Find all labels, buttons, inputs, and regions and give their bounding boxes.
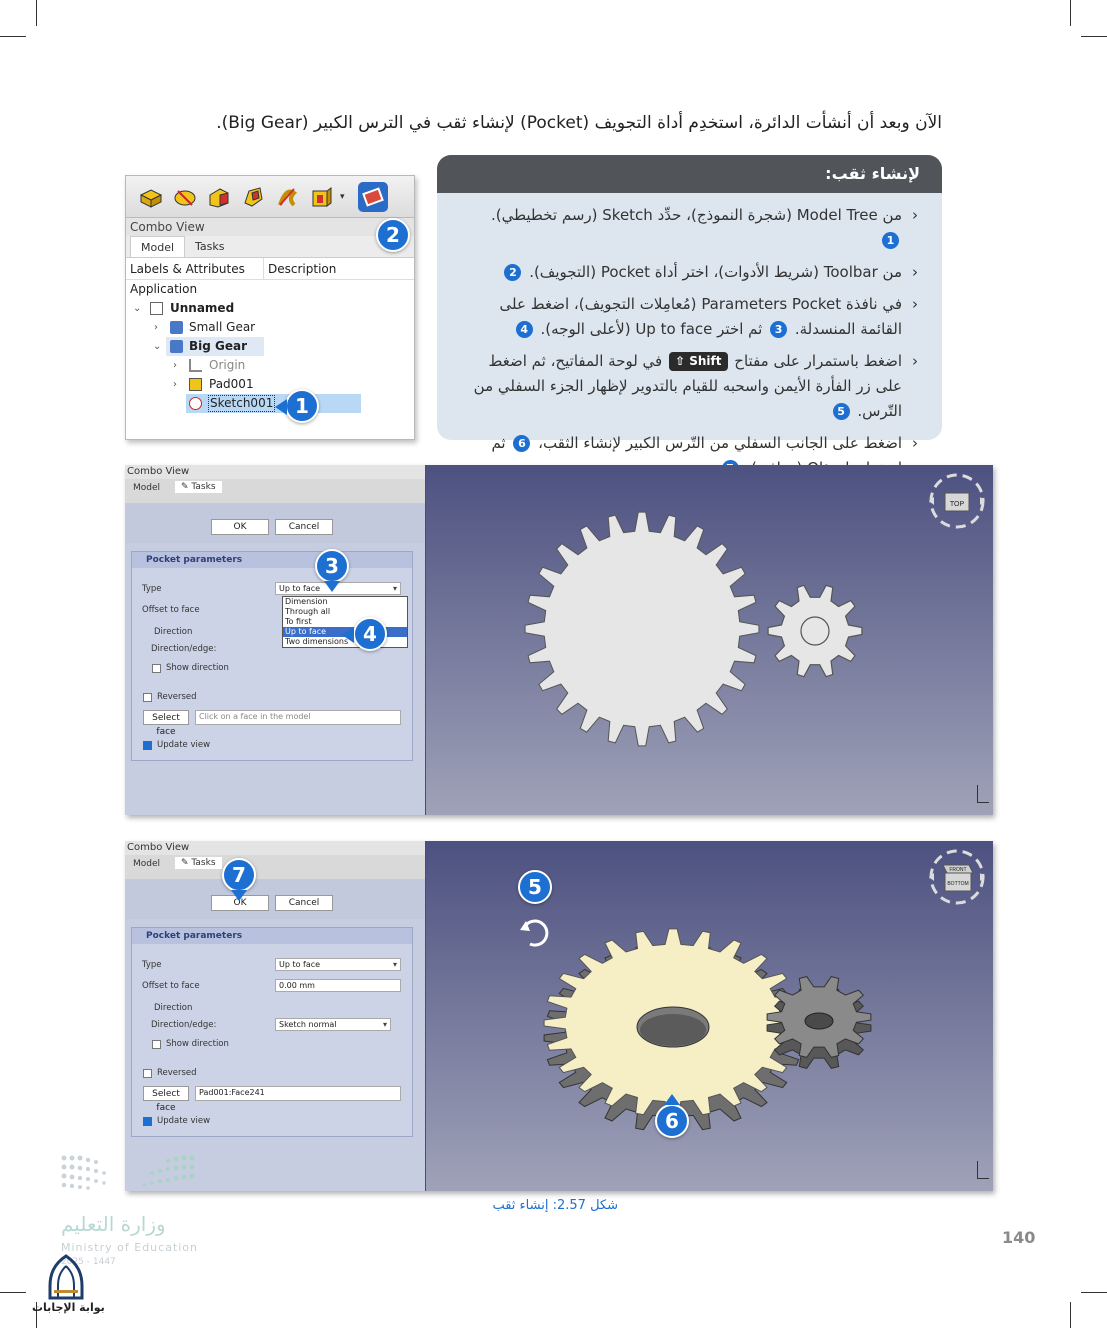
steps-title: لإنشاء ثقب: [437,155,942,193]
pad-icon [189,378,202,391]
callout-badge-3: 3 [315,549,349,583]
pocket-parameters-header[interactable]: Pocket parameters [132,552,412,568]
labels-column-header: Labels & Attributes [126,258,264,279]
cube-top-label: FRONT [949,867,967,873]
crop-mark [0,36,26,37]
show-direction-checkbox[interactable] [152,1040,161,1049]
callout-pointer [275,399,287,415]
reversed-label: Reversed [157,692,197,702]
tree-item-label: Application [130,282,198,296]
callout-badge-6: 6 [655,1104,689,1138]
step-4-text: اضغط باستمرار على مفتاح [734,352,902,370]
revolution-icon[interactable] [170,183,200,211]
tree-item-label: Sketch001 [210,396,274,410]
step-badge-5: 5 [833,403,850,420]
step-4 [467,349,918,424]
additive-loft-icon[interactable] [204,183,234,211]
step-badge-4: 4 [516,321,533,338]
document-icon [150,302,163,315]
freecad-screenshot-1 [125,465,993,815]
step-5-text: اضغط على الجانب السفلي من التّرس الكبير لإنشاء الثقب، [538,434,902,452]
type-label: Type [142,960,162,970]
callout-pointer [231,890,247,901]
step-3-text: في نافذة Parameters Pocket (مُعامِلات التجويف)، اضغط على القائمة المنسدلة. [499,295,902,338]
step-2-text: من Toolbar (شريط الأدوات)، اختر أداة Pocket (التجويف). [529,263,902,281]
callout-badge-4: 4 [353,617,387,651]
crop-mark [1070,0,1071,26]
chevron-right-icon[interactable]: › [173,379,177,390]
step-1-text: من Model Tree (شجرة النموذج)، حدِّد Sketch (رسم تخطيطي). [490,206,902,224]
update-view-label: Update view [157,1116,211,1126]
step-1 [467,203,918,253]
step-5-text-b: ثم [491,434,506,452]
axis-cross-icon [977,1161,989,1179]
tree-item-application[interactable] [126,280,414,299]
steps-box [437,155,942,452]
cube-bottom-label: BOTTOM [947,881,969,887]
crop-mark [0,1292,26,1293]
combo-view-title: Combo View [125,465,425,479]
dropdown-arrow-icon[interactable]: ▾ [340,191,345,202]
direction-edge-label: Direction/edge: [151,644,217,654]
update-view-checkbox[interactable] [143,741,152,750]
reversed-label: Reversed [157,1068,197,1078]
additive-pipe-icon[interactable] [238,183,268,211]
step-3 [467,292,918,342]
step-3-text-b: ثم اختر Up to face (لأعلى الوجه). [540,320,763,338]
tree-item-big-gear[interactable] [126,337,414,356]
chevron-down-icon[interactable]: ⌄ [133,303,142,314]
select-face-button[interactable]: Select face [143,1086,189,1101]
step-badge-6: 6 [513,435,530,452]
freecad-screenshot-2 [125,841,993,1191]
type-select[interactable]: Up to face ▾ [275,958,401,971]
callout-pointer [324,581,340,592]
tab-tasks-label: Tasks [191,482,216,492]
shift-key-icon: ⇧ Shift [669,352,728,371]
combo-tabs [125,479,425,503]
dropdown-option[interactable]: To first [285,617,312,626]
model-tree [126,280,414,413]
gears-flat-view [426,465,993,815]
partdesign-toolbar [126,176,414,218]
step-badge-2: 2 [504,264,521,281]
callout-pointer [342,627,354,643]
3d-viewport[interactable] [426,465,993,815]
tree-item-pad001[interactable] [126,375,414,394]
answers-portal-label: بوابة الإجابات [32,1301,105,1314]
ok-button[interactable]: OK [211,519,269,535]
pocket-tool-icon[interactable] [358,182,388,212]
tree-item-sketch001[interactable] [126,394,414,413]
ministry-dots-icon [58,1150,198,1200]
show-direction-label: Show direction [166,1039,229,1049]
step-4-text-b: في لوحة المفاتيح، ثم اضغط على زر الفأرة الأيمن واسحبه للقيام بالتدوير لإظهار الجزء السفلي من التّرس. [473,352,902,420]
step-badge-3: 3 [770,321,787,338]
select-face-button[interactable]: Select face [143,710,189,725]
description-column-header: Description [268,262,337,276]
tab-model[interactable]: Model [130,236,185,257]
tab-tasks[interactable]: Tasks [195,240,225,253]
offset-label: Offset to face [142,981,200,991]
figure-caption: شكل 2.57: إنشاء ثقب [492,1198,618,1213]
select-face-input[interactable]: Pad001:Face241 [195,1086,401,1101]
select-face-input[interactable]: Click on a face in the model [195,710,401,725]
portal-emblem-icon [44,1254,88,1300]
reversed-checkbox[interactable] [143,693,152,702]
tab-tasks-label: Tasks [191,858,216,868]
crop-mark [1081,1292,1107,1293]
tab-model[interactable]: Model [133,483,161,493]
combo-tabs [125,855,425,879]
gears-iso-view [426,841,993,1191]
dialog-button-row [125,503,425,543]
offset-label: Offset to face [142,605,200,615]
tree-header [126,258,414,280]
pad-icon[interactable] [136,183,166,211]
freecad-tree-panel [125,175,415,440]
cancel-button[interactable]: Cancel [275,519,333,535]
combo-view-title: Combo View [126,218,414,236]
tree-item-unnamed[interactable] [126,299,414,318]
additive-helix-icon[interactable] [272,183,302,211]
dropdown-option-selected[interactable]: Up to face [283,627,407,637]
crop-mark [1081,36,1107,37]
step-2 [467,260,918,285]
dropdown-option[interactable]: Dimension [285,597,328,606]
tab-model[interactable]: Model [133,859,161,869]
rotate-icon [520,921,547,945]
crop-mark [36,0,37,26]
tab-tasks[interactable]: ✎ Tasks [175,481,222,493]
ok-button[interactable]: OK [211,895,269,911]
update-view-label: Update view [157,740,211,750]
cancel-button[interactable]: Cancel [275,895,333,911]
origin-icon [189,359,202,372]
show-direction-checkbox[interactable] [152,664,161,673]
direction-edge-select[interactable]: Sketch normal ▾ [275,1018,391,1031]
pocket-parameters-section [131,551,413,761]
tree-item-label: Big Gear [189,339,248,353]
direction-label: Direction [154,1003,193,1013]
navigation-cube-icon[interactable] [925,845,989,909]
axis-cross-icon [977,785,989,803]
callout-badge-7: 7 [222,858,256,892]
show-direction-label: Show direction [166,663,229,673]
body-icon [170,340,183,353]
sketch-icon [189,397,202,410]
tree-item-label: Small Gear [189,320,256,334]
dropdown-option[interactable]: Through all [285,607,331,616]
type-select[interactable]: Up to face ▾ [275,582,401,595]
tree-item-small-gear[interactable] [126,318,414,337]
direction-label: Direction [154,627,193,637]
ministry-year: 2025 - 1447 [61,1257,116,1267]
tree-item-label: Pad001 [209,377,254,391]
offset-input[interactable]: 0.00 mm [275,979,401,992]
steps-list [437,193,942,481]
combo-view-title: Combo View [125,841,425,855]
3d-viewport[interactable] [426,841,993,1191]
direction-edge-label: Direction/edge: [151,1020,217,1030]
dialog-button-row [125,879,425,919]
type-label: Type [142,584,162,594]
navigation-cube-icon[interactable] [925,469,989,533]
callout-badge-2: 2 [376,218,410,252]
body-icon [170,321,183,334]
chevron-right-icon[interactable]: › [154,322,158,333]
ministry-logo [32,1150,218,1314]
ministry-name-arabic: وزارة التعليم [61,1212,166,1236]
tree-item-label: Origin [209,358,246,372]
additive-box-icon[interactable] [306,183,336,211]
tab-tasks[interactable]: ✎ Tasks [175,857,222,869]
dropdown-option[interactable]: Two dimensions [285,637,349,646]
pocket-parameters-header[interactable]: Pocket parameters [132,928,412,944]
chevron-down-icon[interactable]: ⌄ [153,341,162,352]
crop-mark [1070,1302,1071,1328]
page-number: 140 [1002,1228,1036,1247]
callout-pointer [664,1094,680,1105]
update-view-checkbox[interactable] [143,1117,152,1126]
ministry-name-english: Ministry of Education [61,1241,199,1254]
step-badge-1: 1 [882,232,899,249]
intro-paragraph: الآن وبعد أن أنشأت الدائرة، استخدِم أداة التجويف (Pocket) لإنشاء ثقب في الترس الكبير (Big Gear). [216,113,942,133]
tree-item-origin[interactable] [126,356,414,375]
combo-tabs [126,236,414,258]
callout-badge-1: 1 [285,389,319,423]
chevron-right-icon[interactable]: › [173,360,177,371]
pocket-parameters-section [131,927,413,1137]
callout-badge-5: 5 [518,870,552,904]
tree-item-label: Unnamed [170,301,235,315]
cube-face-label: TOP [949,501,965,508]
reversed-checkbox[interactable] [143,1069,152,1078]
